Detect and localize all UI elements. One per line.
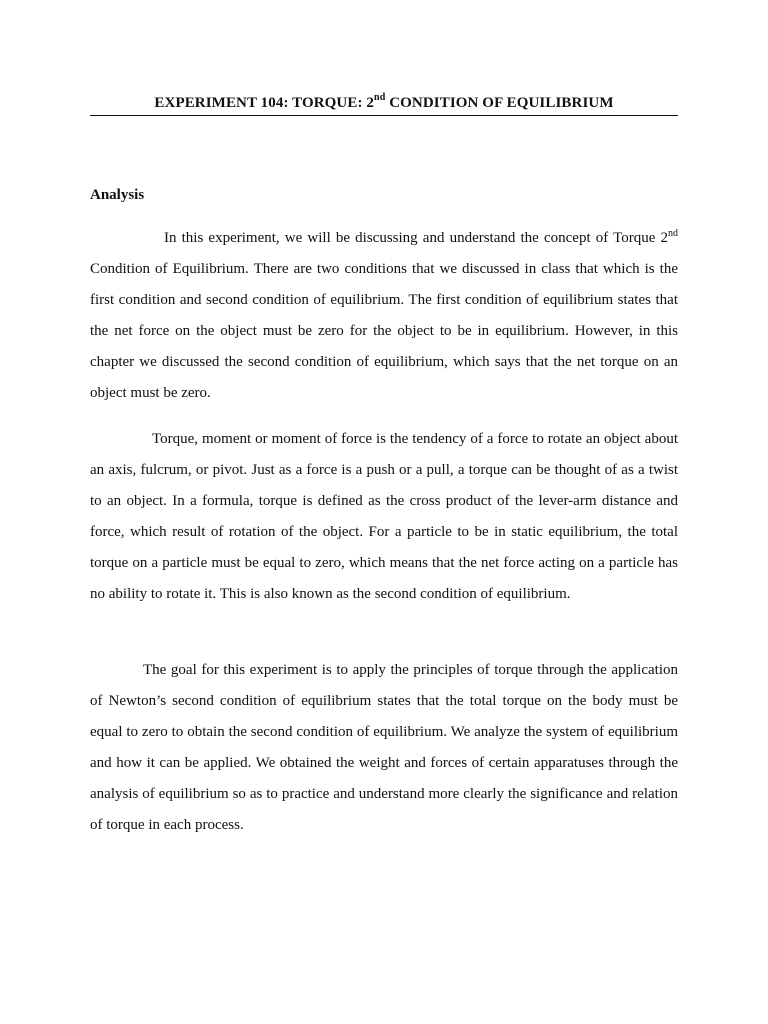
paragraph-1-part-1: In this experiment, we will be discussing and understand the concept of Torque 2: [164, 230, 668, 246]
title-superscript: nd: [374, 92, 386, 103]
paragraph-3: The goal for this experiment is to apply the principles of torque through the application of Newton’s second condition of equilibrium states that the total torque on the body must be equal to zero to obtain the second condition of equilibrium. We analyze the system of equilibrium and how it can be applied. We obtained the weight and forces of certain apparatuses through the analysis of equilibrium so as to practice and understand more clearly the significance and relation of torque in each process.: [90, 662, 678, 833]
paragraph-1-superscript: nd: [668, 228, 678, 239]
paragraph-1: [90, 223, 678, 409]
section-heading: Analysis: [90, 187, 145, 203]
paragraph-1-part-2: Condition of Equilibrium. There are two conditions that we discussed in class that which is the first condition and second condition of equilibrium. The first condition of equilibrium states that the net force on the object must be zero for the object to be in equilibrium. However, in this chapter we discussed the second condition of equilibrium, which says that the net torque on an object must be zero.: [90, 261, 678, 401]
title-prefix: EXPERIMENT 104: TORQUE: 2: [154, 95, 375, 111]
paragraph-2: Torque, moment or moment of force is the tendency of a force to rotate an object about an axis, fulcrum, or pivot. Just as a force is a push or a pull, a torque can be thought of as a twist to an object. In a formula, torque is defined as the cross product of the lever-arm distance and force, which result of rotation of the object. For a particle to be in static equilibrium, the total torque on a particle must be equal to zero, which means that the net force acting on a particle has no ability to rotate it. This is also known as the second condition of equilibrium.: [90, 431, 678, 602]
title-suffix: CONDITION OF EQUILIBRIUM: [385, 95, 614, 111]
document-title: [90, 93, 678, 116]
